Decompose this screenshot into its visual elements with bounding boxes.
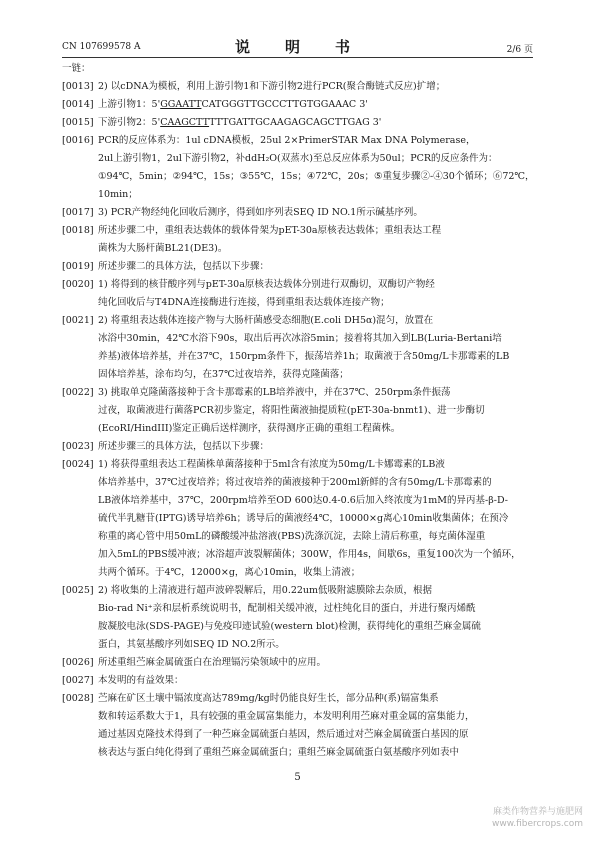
primer-label: 下游引物2：5' bbox=[98, 117, 161, 128]
paragraph bbox=[62, 312, 535, 384]
paragraph-line: PCR的反应体系为：1ul cDNA模板，25ul 2×PrimerSTAR Max DNA Polymerase， bbox=[98, 135, 476, 146]
paragraph-number: [0013] bbox=[62, 81, 94, 92]
paragraph-text bbox=[98, 96, 535, 114]
paragraph bbox=[62, 654, 535, 672]
paragraph-line: 胺凝胶电泳(SDS-PAGE)与免疫印迹试验(western blot)检测，获得纯化的重组苎麻金属硫 bbox=[98, 621, 481, 632]
paragraph-number: [0014] bbox=[62, 99, 94, 110]
page-number: 5 bbox=[294, 772, 301, 783]
primer-sequence: TTTGATTGCAAGAGCAGCTTGAG 3' bbox=[209, 117, 382, 128]
intro-line: 一链： bbox=[62, 63, 91, 74]
paragraph-number: [0016] bbox=[62, 135, 94, 146]
restriction-site: GGAATT bbox=[160, 99, 202, 110]
paragraph-text bbox=[98, 222, 535, 258]
paragraph bbox=[62, 672, 535, 690]
paragraph-text bbox=[98, 690, 535, 762]
paragraph bbox=[62, 78, 535, 96]
paragraph-line: 养基)液体培养基，并在37℃，150rpm条件下，振荡培养1h；取菌液于含50mg/L卡那霉素的LB bbox=[98, 351, 510, 362]
paragraph-text bbox=[98, 132, 535, 204]
paragraph-number: [0025] bbox=[62, 585, 94, 596]
paragraph bbox=[62, 222, 535, 258]
document-title: 说 明 书 bbox=[234, 38, 360, 56]
paragraph-line: 体培养基中，37℃过夜培养；将过夜培养的菌液接种于200ml新鲜的含有50mg/L卡那霉素的 bbox=[98, 477, 492, 488]
paragraph-text bbox=[98, 114, 535, 132]
paragraph-line: 1) 将得到的核苷酸序列与pET-30a原核表达载体分别进行双酶切，双酶切产物经 bbox=[98, 279, 435, 290]
page-header bbox=[62, 36, 533, 56]
publication-number: CN 107699578 A bbox=[62, 42, 141, 52]
paragraph-line: 2) 将重组表达载体连接产物与大肠杆菌感受态细胞(E.coli DH5α)混匀，放置在 bbox=[98, 315, 434, 326]
paragraph-line: 所述重组苎麻金属硫蛋白在治理镉污染领域中的应用。 bbox=[98, 657, 327, 668]
paragraph-line: 10min； bbox=[98, 189, 138, 200]
paragraph-line: 称重的离心管中用50mL的磷酸缓冲盐溶液(PBS)洗涤沉淀，去除上清后称重，每克菌体湿重 bbox=[98, 531, 486, 542]
paragraph-line: 所述步骤二的具体方法，包括以下步骤： bbox=[98, 261, 270, 272]
paragraph-list bbox=[62, 78, 535, 762]
paragraph-line: 冰浴中30min，42℃水浴下90s，取出后再次冰浴5min；接着将其加入到LB(Luria-Bertani培 bbox=[98, 333, 502, 344]
paragraph-text bbox=[98, 258, 535, 276]
paragraph-text bbox=[98, 276, 535, 312]
paragraph-number: [0020] bbox=[62, 279, 94, 290]
paragraph-text bbox=[98, 384, 535, 438]
paragraph-line: 3) PCR产物经纯化回收后测序，得到如序列表SEQ ID NO.1所示碱基序列。 bbox=[98, 207, 423, 218]
paragraph bbox=[62, 114, 535, 132]
paragraph-line: 所述步骤二中，重组表达载体的载体骨架为pET-30a原核表达载体；重组表达工程 bbox=[98, 225, 442, 236]
paragraph bbox=[62, 276, 535, 312]
paragraph-line: 硫代半乳糖苷(IPTG)诱导培养6h；诱导后的菌液经4℃，10000×g离心10min收集菌体；在预冷 bbox=[98, 513, 509, 524]
primer-sequence-line bbox=[98, 114, 535, 132]
paragraph-text bbox=[98, 672, 535, 690]
paragraph-line: 本发明的有益效果： bbox=[98, 675, 184, 686]
paragraph-line: 核表达与蛋白纯化得到了重组苎麻金属硫蛋白；重组苎麻金属硫蛋白氨基酸序列如表中 bbox=[98, 747, 460, 758]
watermark-title: 麻类作物营养与施肥网 bbox=[492, 807, 583, 817]
paragraph-line: 苎麻在矿区土壤中镉浓度高达789mg/kg时仍能良好生长，部分品种(系)镉富集系 bbox=[98, 693, 439, 704]
paragraph-line: 1) 将获得重组表达工程菌株单菌落接种于5ml含有浓度为50mg/L卡娜霉素的LB液 bbox=[98, 459, 445, 470]
paragraph-line: 2ul上游引物1，2ul下游引物2，补ddH₂O(双蒸水)至总反应体系为50ul；PCR的反应条件为： bbox=[98, 153, 498, 164]
paragraph bbox=[62, 132, 535, 204]
primer-sequence-line bbox=[98, 96, 535, 114]
paragraph-line: ①94℃，5min；②94℃，15s；③55℃，15s；④72℃，20s；⑤重复步骤②-④30个循环；⑥72℃， bbox=[98, 171, 535, 182]
paragraph-text bbox=[98, 654, 535, 672]
site-watermark bbox=[492, 806, 583, 830]
paragraph-line: 2) 以cDNA为模板，利用上游引物1和下游引物2进行PCR(聚合酶链式反应)扩增； bbox=[98, 81, 446, 92]
paragraph-number: [0023] bbox=[62, 441, 94, 452]
watermark-url: www.fibercrops.com bbox=[492, 819, 583, 829]
paragraph bbox=[62, 96, 535, 114]
paragraph-line: 蛋白，其氨基酸序列如SEQ ID NO.2所示。 bbox=[98, 639, 285, 650]
paragraph bbox=[62, 582, 535, 654]
paragraph-line: 所述步骤三的具体方法，包括以下步骤： bbox=[98, 441, 270, 452]
paragraph-line: 加入5mL的PBS缓冲液；冰浴超声波裂解菌体；300W，作用4s，间歇6s，重复100次为一个循环， bbox=[98, 549, 521, 560]
paragraph-number: [0018] bbox=[62, 225, 94, 236]
paragraph bbox=[62, 690, 535, 762]
paragraph-line: 通过基因克隆技术得到了一种苎麻金属硫蛋白基因，然后通过对苎麻金属硫蛋白基因的原 bbox=[98, 729, 469, 740]
paragraph bbox=[62, 204, 535, 222]
paragraph-text bbox=[98, 438, 535, 456]
paragraph bbox=[62, 258, 535, 276]
paragraph-number: [0028] bbox=[62, 693, 94, 704]
paragraph-text bbox=[98, 204, 535, 222]
paragraph-line: 共两个循环。于4℃，12000×g，离心10min，收集上清液； bbox=[98, 567, 361, 578]
paragraph-text bbox=[98, 78, 535, 96]
paragraph-line: (EcoRI/HindIII)鉴定正确后送样测序，获得测序正确的重组工程菌株。 bbox=[98, 423, 401, 434]
primer-sequence: CATGGGTTGCCCTTGTGGAAAC 3' bbox=[201, 99, 368, 110]
paragraph-line: 3) 挑取单克隆菌落接种于含卡那霉素的LB培养液中，并在37℃、250rpm条件振荡 bbox=[98, 387, 451, 398]
paragraph-line: 固体培养基，涂布均匀，在37℃过夜培养，获得克隆菌落； bbox=[98, 369, 349, 380]
paragraph-number: [0021] bbox=[62, 315, 94, 326]
paragraph-line: 纯化回收后与T4DNA连接酶进行连接，得到重组表达载体连接产物； bbox=[98, 297, 390, 308]
restriction-site: CAAGCTT bbox=[160, 117, 210, 128]
paragraph-line: Bio-rad Ni⁺亲和层析系统说明书，配制相关缓冲液，过柱纯化目的蛋白，并进行聚丙烯酰 bbox=[98, 603, 476, 614]
paragraph-number: [0024] bbox=[62, 459, 94, 470]
paragraph-line: 2) 将收集的上清液进行超声波碎裂解后，用0.22um低吸附滤膜除去杂质，根据 bbox=[98, 585, 433, 596]
paragraph bbox=[62, 438, 535, 456]
paragraph bbox=[62, 456, 535, 582]
paragraph-text bbox=[98, 456, 535, 582]
paragraph-number: [0019] bbox=[62, 261, 94, 272]
paragraph-line: 过夜，取菌液进行菌落PCR初步鉴定，将阳性菌液抽提质粒(pET-30a-bnmt1)、进一步酶切 bbox=[98, 405, 485, 416]
paragraph-number: [0015] bbox=[62, 117, 94, 128]
paragraph-text bbox=[98, 312, 535, 384]
paragraph-number: [0017] bbox=[62, 207, 94, 218]
page-indicator: 2/6 页 bbox=[506, 45, 533, 55]
header-rule bbox=[62, 57, 533, 58]
paragraph-line: 菌株为大肠杆菌BL21(DE3)。 bbox=[98, 243, 228, 254]
paragraph-text bbox=[98, 582, 535, 654]
primer-label: 上游引物1：5' bbox=[98, 99, 161, 110]
paragraph-number: [0022] bbox=[62, 387, 94, 398]
paragraph bbox=[62, 384, 535, 438]
document-body bbox=[62, 60, 535, 762]
paragraph-number: [0026] bbox=[62, 657, 94, 668]
paragraph-number: [0027] bbox=[62, 675, 94, 686]
paragraph-line: LB液体培养基中，37℃，200rpm培养至OD 600达0.4-0.6后加入终浓度为1mM的异丙基-β-D- bbox=[98, 495, 508, 506]
paragraph-line: 数和转运系数大于1，具有较强的重金属富集能力，本发明利用苎麻对重金属的富集能力， bbox=[98, 711, 475, 722]
